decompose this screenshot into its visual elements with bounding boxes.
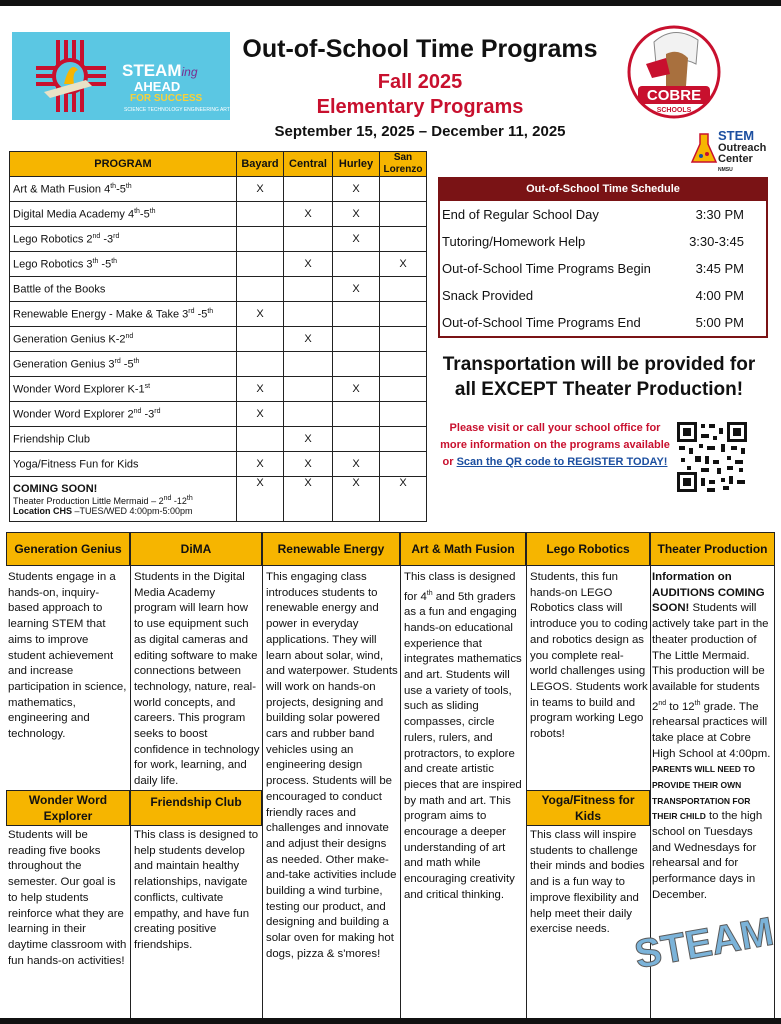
logo-tagline: SCIENCE TECHNOLOGY ENGINEERING ART MATH [124, 107, 245, 113]
outreach-text: Outreach [718, 142, 767, 154]
coming-soon-theater: Theater Production Little Mermaid – 2nd -12th [13, 494, 193, 506]
header-renewable-energy: Renewable Energy [262, 532, 400, 566]
program-name-cell: Renewable Energy - Make & Take 3rd -5th [10, 302, 237, 327]
steaming-ahead-logo [12, 32, 245, 120]
header-lego-robotics: Lego Robotics [526, 532, 650, 566]
table-row [10, 427, 427, 452]
program-name-cell: Lego Robotics 2nd -3rd [10, 227, 237, 252]
mark-cell: X [284, 477, 333, 522]
schedule-row [440, 255, 766, 282]
header-dima: DiMA [130, 532, 262, 566]
mark-cell [284, 277, 333, 302]
col-program: PROGRAM [10, 152, 237, 177]
mark-cell [333, 327, 380, 352]
mark-cell: X [380, 252, 427, 277]
table-row [10, 302, 427, 327]
logo-success-text: FOR SUCCESS [130, 93, 203, 104]
mark-cell [380, 177, 427, 202]
register-link[interactable]: Scan the QR code to REGISTER TODAY! [456, 456, 668, 468]
mark-cell [380, 452, 427, 477]
center-text: Center [718, 153, 753, 165]
logo-steam-text: STEAMing [122, 61, 198, 80]
mark-cell [237, 202, 284, 227]
mark-cell [380, 277, 427, 302]
header-yoga-fitness: Yoga/Fitness for Kids [526, 790, 650, 826]
mark-cell: X [284, 452, 333, 477]
header-wonder-word-explorer: Wonder Word Explorer [6, 790, 130, 826]
mark-cell: X [237, 452, 284, 477]
mark-cell [380, 202, 427, 227]
desc-friendship-club: This class is designed to help students develop and maintain healthy relationships, navigate conflicts, cultivate empathy, and have fun creating positive friendships. [134, 829, 259, 951]
mark-cell [333, 302, 380, 327]
coming-soon-label: COMING SOON! [13, 482, 98, 495]
top-border [0, 0, 781, 6]
register-notice [440, 420, 670, 471]
mark-cell [284, 177, 333, 202]
mark-cell [284, 402, 333, 427]
program-name-cell: Generation Genius 3rd -5th [10, 352, 237, 377]
schedule-time: 3:30-3:45 [689, 234, 744, 249]
col-san-lorenzo: San Lorenzo [380, 152, 427, 177]
subtitle: Elementary Programs [316, 96, 524, 118]
cobre-sub-text: SCHOOLS [656, 107, 692, 114]
mark-cell [237, 352, 284, 377]
schedule-box [438, 177, 768, 338]
program-name-cell: Digital Media Academy 4th-5th [10, 202, 237, 227]
schedule-time: 4:00 PM [695, 288, 744, 303]
schedule-label: End of Regular School Day [442, 207, 599, 222]
mark-cell [380, 302, 427, 327]
schedule-time: 3:45 PM [695, 261, 744, 276]
date-range: September 15, 2025 – December 11, 2025 [274, 123, 566, 140]
table-row [10, 452, 427, 477]
table-row [10, 202, 427, 227]
steam-word-text: STEAM [631, 909, 777, 978]
mark-cell: X [333, 177, 380, 202]
logo-ahead-text: AHEAD [134, 79, 181, 94]
stem-outreach-logo [690, 128, 770, 173]
table-row [10, 277, 427, 302]
schedule-label: Out-of-School Time Programs Begin [442, 261, 651, 276]
page-title: Out-of-School Time Programs [242, 35, 598, 63]
desc-dima: Students in the Digital Media Academy program will learn how to use equipment such as digital cameras and editing software to make connections between technology, nature, real-world concepts, and careers. This program seeks to boost confidence in technology for work, learning, and daily life. [134, 571, 260, 788]
register-text: Please visit or call your school office for more information on the programs available or [440, 422, 670, 468]
mark-cell: X [333, 452, 380, 477]
transportation-notice [424, 352, 774, 402]
mark-cell [333, 427, 380, 452]
transport-line-1: Transportation will be provided for [442, 354, 756, 375]
mark-cell: X [380, 477, 427, 522]
schedule-row [440, 282, 766, 309]
mark-cell [380, 377, 427, 402]
divider [262, 566, 263, 1020]
mark-cell: X [333, 227, 380, 252]
mark-cell [380, 227, 427, 252]
program-name-cell: Battle of the Books [10, 277, 237, 302]
mark-cell: X [333, 202, 380, 227]
desc-generation-genius: Students engage in a hands-on, inquiry-based approach to learning STEM that aims to improve student achievement and increase participation in science, mathematics, engineering and technology. [8, 571, 127, 741]
mark-cell [284, 377, 333, 402]
cobre-text: COBRE [646, 87, 702, 104]
flask-icon [690, 132, 718, 166]
col-hurley: Hurley [333, 152, 380, 177]
nmsu-text: NMSU [718, 167, 733, 173]
program-location-table [9, 151, 427, 522]
program-name-cell: Wonder Word Explorer 2nd -3rd [10, 402, 237, 427]
coming-soon-location: Location CHS –TUES/WED 4:00pm-5:00pm [13, 505, 193, 516]
coming-soon-cell [10, 477, 237, 522]
header-generation-genius: Generation Genius [6, 532, 130, 566]
mark-cell [237, 277, 284, 302]
mark-cell [380, 327, 427, 352]
table-row [10, 327, 427, 352]
program-name-cell: Friendship Club [10, 427, 237, 452]
mark-cell: X [284, 327, 333, 352]
mark-cell [237, 427, 284, 452]
mark-cell: X [284, 427, 333, 452]
header-art-math-fusion: Art & Math Fusion [400, 532, 526, 566]
mark-cell: X [284, 202, 333, 227]
divider [400, 566, 401, 1020]
mark-cell: X [237, 402, 284, 427]
mark-cell: X [237, 177, 284, 202]
stem-text: STEM [718, 128, 755, 143]
mark-cell [380, 402, 427, 427]
schedule-row [440, 309, 766, 336]
mark-cell [284, 352, 333, 377]
mark-cell [284, 227, 333, 252]
program-name-cell: Lego Robotics 3th -5th [10, 252, 237, 277]
desc-lego-robotics: Students, this fun hands-on LEGO Robotics class will introduce you to coding and robotics design as you complete real-world challenges using LEGOS. Students work in teams to build and program working Lego robots! [530, 571, 648, 741]
desc-yoga-fitness: This class will inspire students to challenge their minds and bodies and is a fun way to improve flexibility and help meet their daily exercise needs. [530, 829, 645, 936]
mark-cell: X [237, 377, 284, 402]
mark-cell [333, 402, 380, 427]
col-central: Central [284, 152, 333, 177]
mark-cell [333, 352, 380, 377]
table-header-row [10, 152, 427, 177]
mark-cell: X [237, 477, 284, 522]
table-row [10, 402, 427, 427]
schedule-row [440, 228, 766, 255]
mark-cell: X [333, 477, 380, 522]
mark-cell: X [237, 302, 284, 327]
schedule-title: Out-of-School Time Schedule [440, 179, 766, 201]
transport-line-2: all EXCEPT Theater Production! [454, 379, 744, 400]
mark-cell [237, 327, 284, 352]
table-row [10, 227, 427, 252]
mark-cell [284, 302, 333, 327]
mark-cell [333, 252, 380, 277]
schedule-label: Snack Provided [442, 288, 534, 303]
table-row [10, 177, 427, 202]
program-name-cell: Yoga/Fitness Fun for Kids [10, 452, 237, 477]
season-title: Fall 2025 [377, 71, 463, 93]
mark-cell: X [333, 377, 380, 402]
desc-art-math-fusion: This class is designed for 4th and 5th graders as a fun and engaging hands-on educational experience that integrates mathematics and art. Students will use a variety of tools, such as sliding compasses, circle rulers, rulers, and protractors, to explore and create artistic pieces that are inspired by math and art. This program aims to encourage a deeper understanding of art and math while encouraging creativity and critical thinking. [404, 571, 522, 901]
desc-wonder-word-explorer: Students will be reading five books throughout the semester. Our goal is to help students reinforce what they are learning in their daytime classroom with fun hands-on activities! [8, 829, 127, 967]
mark-cell: X [284, 252, 333, 277]
program-name-cell: Art & Math Fusion 4th-5th [10, 177, 237, 202]
cobre-schools-logo [626, 24, 722, 120]
bottom-border [0, 1018, 781, 1024]
table-row [10, 377, 427, 402]
zia-sun-icon [26, 36, 116, 116]
header-theater-production: Theater Production [650, 532, 775, 566]
header-friendship-club: Friendship Club [130, 790, 262, 826]
steam-word-art [630, 903, 777, 978]
col-bayard: Bayard [237, 152, 284, 177]
mark-cell: X [333, 277, 380, 302]
desc-theater-production: Information on AUDITIONS COMING SOON! Students will actively take part in the theater production of The Little Mermaid. This production will be available for students 2nd to 12th grade. The rehearsal practices will take place at Cobre High School at 4:00pm. PARENTS WILL NEED TO PROVIDE THEIR OWN TRANSPORTATION FOR THEIR CHILD to the high school on Tuesdays and Wednesdays for rehearsal and for performance days in December. [652, 571, 771, 901]
table-row [10, 352, 427, 377]
desc-renewable-energy: This engaging class introduces students to renewable energy and power in everyday applications. They will learn about solar, wind, and waterpower. Students will work on hands-on projects, designing and building solar powered cars and rubber band vehicles using an engineering design process. Students will be encouraged to conduct friendly races and challenges and innovate and adjust their designs as needed. Other make-and-take activities include building a wind turbine, testing our product, and designing and building a solar oven for making hot dogs, pizza & s'mores! [266, 571, 398, 960]
mark-cell [380, 427, 427, 452]
qr-code-icon[interactable] [677, 422, 747, 492]
schedule-time: 5:00 PM [695, 315, 744, 330]
schedule-label: Out-of-School Time Programs End [442, 315, 641, 330]
mark-cell [380, 352, 427, 377]
mark-cell [237, 227, 284, 252]
program-name-cell: Wonder Word Explorer K-1st [10, 377, 237, 402]
schedule-label: Tutoring/Homework Help [442, 234, 586, 249]
schedule-time: 3:30 PM [695, 207, 744, 222]
coming-soon-row [10, 477, 427, 522]
mark-cell [237, 252, 284, 277]
schedule-row [440, 201, 766, 228]
program-name-cell: Generation Genius K-2nd [10, 327, 237, 352]
table-row [10, 252, 427, 277]
